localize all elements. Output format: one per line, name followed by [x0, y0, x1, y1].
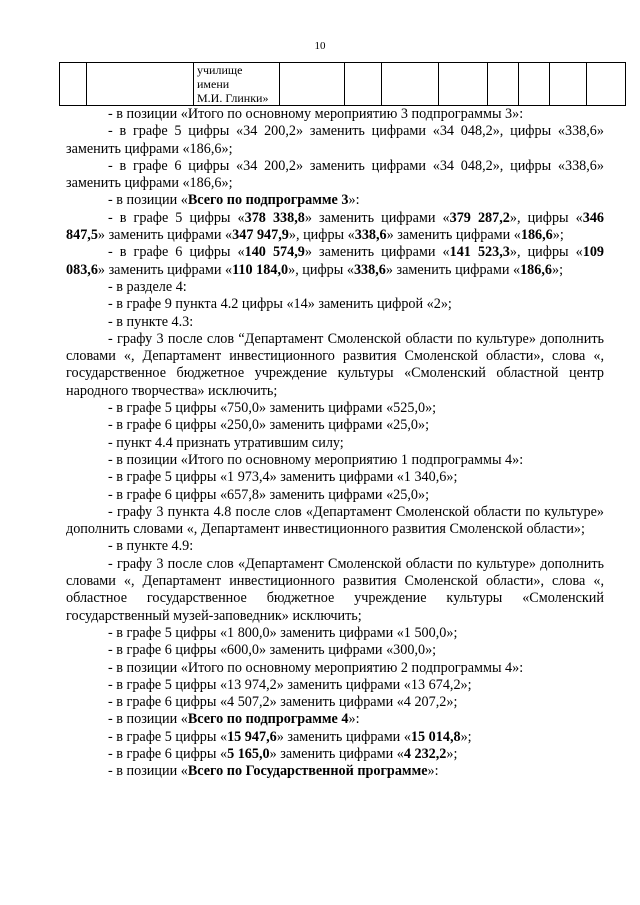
document-body — [66, 106, 604, 781]
table-cell-line: М.И. Глинки» — [197, 91, 269, 105]
document-paragraph — [66, 279, 604, 296]
text: », цифры « — [288, 261, 354, 278]
bold-text: 15 014,8 — [410, 728, 461, 745]
document-paragraph — [66, 210, 604, 245]
text: - в графе 6 цифры «34 200,2» заменить цифрами «34 048,2», цифры «338,6» заменить цифрами «186,6»; — [66, 157, 604, 192]
document-paragraph — [66, 314, 604, 331]
table-cell — [345, 63, 382, 106]
text: » заменить цифрами « — [97, 261, 233, 278]
text: - в графе 6 цифры « — [108, 244, 245, 261]
table-cell — [280, 63, 345, 106]
text: »; — [551, 261, 564, 278]
text: - в позиции «Итого по основному мероприятию 1 подпрограммы 4»: — [108, 451, 524, 468]
bold-text: 110 184,0 — [232, 261, 289, 278]
bold-text: 186,6 — [520, 227, 553, 244]
document-paragraph — [66, 625, 604, 642]
text: »; — [446, 745, 458, 762]
document-paragraph — [66, 694, 604, 711]
text: - в графе 5 цифры «34 200,2» заменить цифрами «34 048,2», цифры «338,6» заменить цифрами «186,6»; — [66, 123, 604, 157]
text: » заменить цифрами « — [97, 227, 233, 244]
document-paragraph — [66, 763, 604, 780]
text: - в пункте 4.3: — [108, 313, 194, 330]
text: - в графе 6 цифры «657,8» заменить цифрами «25,0»; — [108, 486, 430, 503]
text: - в графе 5 цифры « — [108, 728, 228, 745]
text: - графу 3 после слов «Департамент Смоленской области по культуре» дополнить словами «, Департамент инвестиционного развития Смоленской области», слова «, областное государственное бюджетное учреждение культуры «Смоленский государственный музей-заповедник» исключить; — [66, 555, 604, 624]
document-paragraph — [66, 487, 604, 504]
bold-text: Всего по Государственной программе — [187, 763, 428, 780]
table-cell — [488, 63, 519, 106]
document-paragraph — [66, 556, 604, 625]
document-paragraph — [66, 435, 604, 452]
text: », цифры « — [288, 227, 355, 244]
bold-text: 378 338,8 — [244, 209, 305, 226]
text: - в графе 5 цифры «750,0» заменить цифрами «525,0»; — [108, 400, 437, 417]
text: - в позиции «Итого по основному мероприятию 3 подпрограммы 3»: — [108, 106, 524, 122]
document-paragraph — [66, 296, 604, 313]
text: », цифры « — [509, 209, 583, 226]
table-cell — [519, 63, 550, 106]
text: - в графе 5 цифры «13 974,2» заменить цифрами «13 674,2»; — [108, 676, 472, 693]
bold-text: 140 574,9 — [244, 244, 305, 261]
table-cell-line: училище — [197, 63, 243, 77]
document-paragraph — [66, 660, 604, 677]
text: »; — [460, 728, 472, 745]
document-paragraph — [66, 158, 604, 193]
document-paragraph — [66, 729, 604, 746]
document-paragraph — [66, 711, 604, 728]
text: »: — [427, 763, 439, 780]
document-paragraph — [66, 417, 604, 434]
document-paragraph — [66, 106, 604, 123]
document-paragraph — [66, 400, 604, 417]
document-paragraph — [66, 331, 604, 400]
document-paragraph — [66, 244, 604, 279]
bold-text: Всего по подпрограмме 3 — [187, 192, 349, 209]
text: - в графе 9 пункта 4.2 цифры «14» заменить цифрой «2»; — [108, 296, 452, 313]
text: - графу 3 пункта 4.8 после слов «Департамент Смоленской области по культуре» дополнить словами «, Департамент инвестиционного развития Смоленской области»; — [66, 503, 604, 538]
text: - в пункте 4.9: — [108, 538, 194, 555]
text: - графу 3 после слов “Департамент Смоленской области по культуре» дополнить словами «, Департамент инвестиционного развития Смоленской области», слова «, государственное бюджетное учреждение культуры «Смоленский областной центр народного творчества» исключить; — [66, 330, 604, 399]
table-cell-institution — [194, 63, 280, 106]
document-paragraph — [66, 746, 604, 763]
bold-text: 5 165,0 — [227, 745, 270, 762]
bold-text: 4 232,2 — [403, 745, 447, 762]
text: »: — [348, 711, 360, 728]
table-cell — [550, 63, 587, 106]
bold-text: 186,6 — [520, 261, 552, 278]
text: - в графе 5 цифры « — [108, 209, 245, 226]
bold-text: 15 947,6 — [227, 728, 277, 745]
bold-text: 109 083,6 — [66, 244, 605, 278]
text: - в позиции « — [108, 711, 188, 728]
table-cell — [382, 63, 439, 106]
document-paragraph — [66, 677, 604, 694]
text: - в графе 6 цифры «4 507,2» заменить цифрами «4 207,2»; — [108, 694, 458, 711]
text: - пункт 4.4 признать утратившим силу; — [108, 434, 344, 451]
table-fragment — [59, 62, 626, 106]
text: » заменить цифрами « — [304, 244, 450, 261]
document-paragraph — [66, 504, 604, 539]
text: - в графе 5 цифры «1 800,0» заменить цифрами «1 500,0»; — [108, 624, 458, 641]
text: - в графе 5 цифры «1 973,4» заменить цифрами «1 340,6»; — [108, 469, 458, 486]
text: - в графе 6 цифры « — [108, 745, 228, 762]
bold-text: 141 523,3 — [449, 244, 510, 261]
text: » заменить цифрами « — [269, 745, 404, 762]
document-paragraph — [66, 469, 604, 486]
table-cell — [60, 63, 87, 106]
bold-text: 338,6 — [353, 261, 386, 278]
document-paragraph — [66, 123, 604, 158]
document-paragraph — [66, 642, 604, 659]
table-cell — [587, 63, 626, 106]
text: - в позиции «Итого по основному мероприятию 2 подпрограммы 4»: — [108, 659, 524, 676]
text: » заменить цифрами « — [304, 209, 450, 226]
bold-text: 338,6 — [354, 227, 387, 244]
text: - в графе 6 цифры «600,0» заменить цифрами «300,0»; — [108, 642, 437, 659]
text: »; — [552, 227, 564, 244]
table-cell — [87, 63, 194, 106]
document-paragraph — [66, 192, 604, 209]
bold-text: 379 287,2 — [449, 209, 510, 226]
text: - в позиции « — [108, 192, 188, 209]
text: », цифры « — [509, 244, 583, 261]
bold-text: 347 947,9 — [232, 227, 289, 244]
bold-text: 346 847,5 — [66, 209, 605, 244]
text: - в позиции « — [108, 763, 188, 780]
text: - в разделе 4: — [108, 278, 187, 295]
document-paragraph — [66, 538, 604, 555]
text: » заменить цифрами « — [385, 261, 521, 278]
text: » заменить цифрами « — [386, 227, 521, 244]
text: - в графе 6 цифры «250,0» заменить цифрами «25,0»; — [108, 417, 430, 434]
bold-text: Всего по подпрограмме 4 — [187, 711, 349, 728]
page-number: 10 — [314, 40, 326, 52]
text: » заменить цифрами « — [276, 728, 411, 745]
document-paragraph — [66, 452, 604, 469]
table-cell — [439, 63, 488, 106]
text: »: — [348, 192, 360, 209]
table-cell-line: имени — [197, 77, 230, 91]
